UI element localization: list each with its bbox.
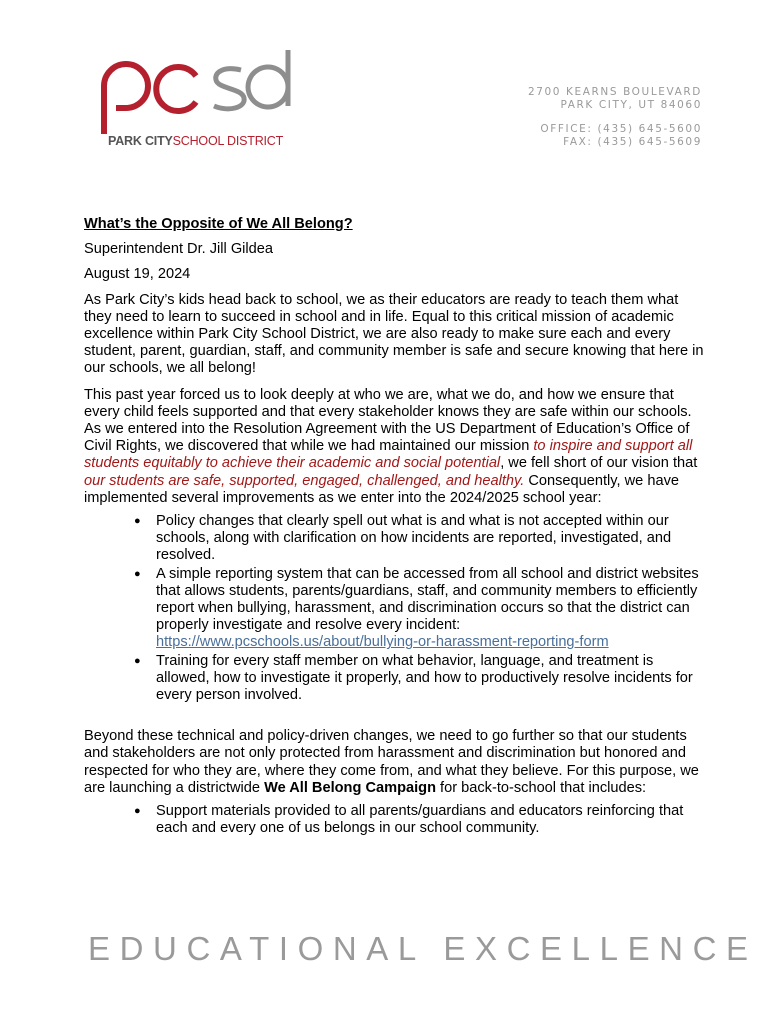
office-phone: OFFICE: (435) 645-5600 (540, 123, 702, 135)
paragraph-1: As Park City’s kids head back to school, we as their educators are ready to teach them what they need to learn to succeed in school and in life. Equal to this critical mission of academic excellence within Park City School District, we are also ready to make sure each and every student, parent, guardian, staff, and community member is safe and secure knowing that here in our schools, we all belong! (84, 291, 704, 377)
list-item: ● Support materials provided to all parents/guardians and educators reinforcing that each and every one of us belongs in our school community. (156, 803, 704, 837)
district-logo (96, 46, 296, 156)
campaign-list (84, 803, 704, 837)
list-item: ● Training for every staff member on what behavior, language, and treatment is allowed, how to investigate it properly, and how to productively resolve incidents for every person involved. (156, 653, 704, 705)
address-street: 2700 KEARNS BOULEVARD (527, 86, 702, 98)
letter-title: What’s the Opposite of We All Belong? (84, 216, 353, 232)
letter-date: August 19, 2024 (84, 266, 191, 283)
pcsd-logo-mark-icon (96, 46, 296, 136)
footer-tagline: EDUCATIONAL EXCELLENCE (88, 930, 758, 967)
letter-body (84, 216, 704, 847)
address-block (528, 86, 702, 148)
mission-statement: to inspire and support all students equitably to achieve their academic and social potential (84, 438, 693, 472)
logo-park-city: PARK CITY (108, 134, 173, 148)
logo-district-name (108, 134, 283, 148)
paragraph-2: This past year forced us to look deeply at who we are, what we do, and how we ensure that every child feels supported and that every stakeholder knows they are safe within our schools. As we entered into the Resolution Agreement with the US Department of Education’s Office of Civil Rights, we discovered that while we had maintained our mission to inspire and support all students equitably to achieve their academic and social potential, we fell short of our vision that our students are safe, supported, engaged, challenged, and healthy. Consequently, we have implemented several improvements as we enter into the 2024/2025 school year: ● Policy changes that clearly spell out what is and what is not accepted within our schools, along with clarification on how incidents are reported, investigated, and resolved. ● A simple reporting system that can be accessed from all school and district websites that allows students, parents/guardians, staff, and community members to efficiently report when bullying, harassment, and discrimination occurs so that the district can properly investigate and resolve every incident: https://www.pcschools.us/about/bullying-or-harassment-reporting-form ● Training for every staff member on what behavior, language, and treatment is allowed, how to investigate it properly, and how to productively resolve incidents for every person involved. (84, 387, 704, 705)
campaign-name: We All Belong Campaign (264, 779, 436, 796)
list-item: ● Policy changes that clearly spell out what is and what is not accepted within our schools, along with clarification on how incidents are reported, investigated, and resolved. (156, 513, 704, 565)
address-city: PARK CITY, UT 84060 (560, 98, 702, 111)
logo-school-district: SCHOOL DISTRICT (172, 134, 284, 148)
improvements-list (84, 513, 704, 704)
paragraph-3: Beyond these technical and policy-driven changes, we need to go further so that our students and stakeholders are not only protected from harassment and discrimination but honored and respected for who they are, where they come from, and what they believe. For this purpose, we are launching a districtwide We All Belong Campaign for back-to-school that includes: ● Support materials provided to all parents/guardians and educators reinforcing that each and every one of us belongs in our school community. (84, 728, 704, 837)
letter-author: Superintendent Dr. Jill Gildea (84, 241, 274, 258)
fax-number: FAX: (435) 645-5609 (563, 135, 702, 148)
vision-statement: our students are safe, supported, engaged, challenged, and healthy. (84, 472, 525, 489)
reporting-form-link[interactable]: https://www.pcschools.us/about/bullying-or-harassment-reporting-form (156, 634, 609, 651)
list-item: ● A simple reporting system that can be accessed from all school and district websites that allows students, parents/guardians, staff, and community members to efficiently report when bullying, harassment, and discrimination occurs so that the district can properly investigate and resolve every incident: https://www.pcschools.us/about/bullying-or-harassment-reporting-form (156, 566, 704, 652)
